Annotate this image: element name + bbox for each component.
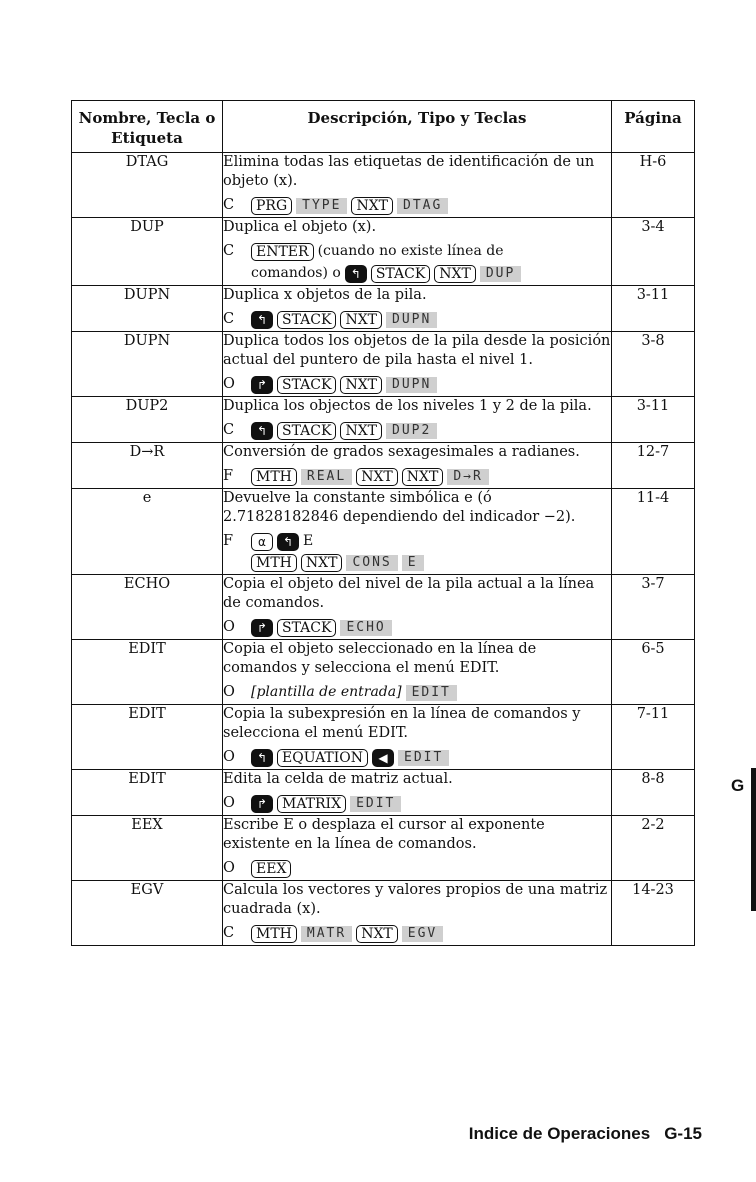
operation-description: Duplica los objectos de los niveles 1 y 2 de la pila.: [223, 398, 592, 414]
footer-title: Indice de Operaciones: [468, 1124, 651, 1143]
calculator-key: ENTER: [251, 243, 314, 261]
operation-type: O: [223, 860, 235, 876]
operation-type: O: [223, 376, 235, 392]
operation-name: DUP2: [72, 397, 223, 443]
operation-description: Devuelve la constante simbólica e (ó 2.71828182846 dependiendo del indicador −2).: [223, 490, 576, 525]
operation-description-cell: [223, 705, 612, 770]
menu-softkey-label: MATR: [301, 926, 352, 942]
table-row: [72, 770, 695, 816]
operation-description-cell: [223, 489, 612, 575]
left-shift-key-icon: ↰: [251, 422, 273, 440]
operation-description-cell: [223, 575, 612, 640]
key-sequence-text: E: [303, 533, 314, 549]
operation-type: O: [223, 684, 235, 700]
operation-type: O: [223, 619, 235, 635]
table-header-row: [72, 101, 695, 153]
right-shift-key-icon: ↱: [251, 376, 273, 394]
calculator-key: EQUATION: [277, 749, 368, 767]
menu-softkey-label: DUP: [480, 266, 521, 282]
page-reference: H-6: [612, 153, 695, 218]
operation-description: Escribe E o desplaza el cursor al exponente existente en la línea de comandos.: [223, 817, 545, 852]
left-shift-key-icon: ↰: [277, 533, 299, 551]
calculator-key: STACK: [277, 619, 336, 637]
key-sequence-note: [plantilla de entrada]: [251, 684, 402, 700]
key-sequence: [223, 196, 611, 215]
operation-name: EDIT: [72, 640, 223, 705]
menu-softkey-label: EDIT: [398, 750, 449, 766]
page-reference: 8-8: [612, 770, 695, 816]
section-tab-bar: [751, 768, 756, 911]
table-row: [72, 153, 695, 218]
header-page: Página: [612, 101, 695, 153]
operation-description: Edita la celda de matriz actual.: [223, 771, 453, 787]
left-shift-key-icon: ↰: [251, 749, 273, 767]
operation-description: Conversión de grados sexagesimales a radianes.: [223, 444, 580, 460]
operation-name: EDIT: [72, 770, 223, 816]
menu-softkey-label: D→R: [447, 469, 488, 485]
key-sequence: [223, 554, 611, 572]
table-row: [72, 640, 695, 705]
calculator-key: NXT: [434, 265, 476, 283]
page-footer: [469, 1124, 702, 1144]
operation-type: O: [223, 795, 235, 811]
key-sequence: [223, 859, 611, 878]
table-body: [72, 153, 695, 946]
table-row: [72, 705, 695, 770]
operation-name: DUPN: [72, 286, 223, 332]
right-shift-key-icon: ↱: [251, 619, 273, 637]
calculator-key: PRG: [251, 197, 292, 215]
calculator-key: NXT: [351, 197, 393, 215]
menu-softkey-label: EDIT: [406, 685, 457, 701]
page-reference: 3-11: [612, 397, 695, 443]
table-row: [72, 489, 695, 575]
table-row: [72, 575, 695, 640]
menu-softkey-label: EDIT: [350, 796, 401, 812]
operation-description: Copia el objeto del nivel de la pila actual a la línea de comandos.: [223, 576, 595, 611]
calculator-key: NXT: [356, 925, 398, 943]
operation-description: Duplica todos los objetos de la pila desde la posición actual del puntero de pila hasta el nivel 1.: [223, 333, 611, 368]
menu-softkey-label: E: [402, 555, 424, 571]
left-arrow-key-icon: ◀: [372, 749, 394, 767]
calculator-key: NXT: [340, 311, 382, 329]
operation-name: e: [72, 489, 223, 575]
operation-description-cell: [223, 397, 612, 443]
key-sequence-text: (cuando no existe línea de: [317, 243, 504, 259]
operation-name: DUP: [72, 218, 223, 286]
calculator-key: NXT: [356, 468, 398, 486]
calculator-key: MATRIX: [277, 795, 346, 813]
table-row: [72, 218, 695, 286]
table-row: [72, 881, 695, 946]
calculator-key: MTH: [251, 468, 297, 486]
operation-type: F: [223, 533, 234, 549]
page-reference: 14-23: [612, 881, 695, 946]
table-row: [72, 332, 695, 397]
menu-softkey-label: CONS: [346, 555, 397, 571]
key-sequence: [223, 924, 611, 943]
page-reference: 3-11: [612, 286, 695, 332]
calculator-key: STACK: [277, 311, 336, 329]
table-row: [72, 286, 695, 332]
operation-description-cell: [223, 770, 612, 816]
calculator-key: NXT: [340, 376, 382, 394]
menu-softkey-label: ECHO: [340, 620, 391, 636]
calculator-key: MTH: [251, 925, 297, 943]
key-sequence: [223, 618, 611, 637]
operation-description: Elimina todas las etiquetas de identificación de un objeto (x).: [223, 154, 595, 189]
alpha-key-icon: α: [251, 533, 273, 551]
operation-name: EGV: [72, 881, 223, 946]
operation-description-cell: [223, 443, 612, 489]
operation-type: C: [223, 197, 235, 213]
calculator-key: NXT: [301, 554, 343, 572]
operation-description-cell: [223, 286, 612, 332]
operation-name: EDIT: [72, 705, 223, 770]
operation-type: C: [223, 243, 235, 259]
key-sequence: [223, 375, 611, 394]
menu-softkey-label: EGV: [402, 926, 443, 942]
page-reference: 7-11: [612, 705, 695, 770]
page-reference: 3-8: [612, 332, 695, 397]
operation-type: F: [223, 468, 234, 484]
menu-softkey-label: DTAG: [397, 198, 448, 214]
calculator-key: NXT: [340, 422, 382, 440]
calculator-key: STACK: [277, 422, 336, 440]
page-reference: 6-5: [612, 640, 695, 705]
operation-type: O: [223, 749, 235, 765]
key-sequence: [223, 310, 611, 329]
key-sequence: [223, 467, 611, 486]
operation-type: C: [223, 311, 235, 327]
menu-softkey-label: DUP2: [386, 423, 437, 439]
section-tab-letter: G: [731, 776, 745, 795]
page-reference: 2-2: [612, 816, 695, 881]
operation-description-cell: [223, 640, 612, 705]
operation-description: Copia la subexpresión en la línea de comandos y selecciona el menú EDIT.: [223, 706, 581, 741]
operation-name: ECHO: [72, 575, 223, 640]
operation-description: Duplica x objetos de la pila.: [223, 287, 427, 303]
calculator-key: MTH: [251, 554, 297, 572]
operation-description: Duplica el objeto (x).: [223, 219, 377, 235]
table-row: [72, 816, 695, 881]
operation-name: DUPN: [72, 332, 223, 397]
key-sequence: [223, 264, 611, 283]
key-sequence: [223, 748, 611, 767]
operation-description: Copia el objeto seleccionado en la línea de comandos y selecciona el menú EDIT.: [223, 641, 537, 676]
operation-type: C: [223, 422, 235, 438]
table-row: [72, 443, 695, 489]
calculator-key: NXT: [402, 468, 444, 486]
page-reference: 11-4: [612, 489, 695, 575]
key-sequence: [223, 683, 611, 702]
operations-table: [71, 100, 695, 946]
operation-name: EEX: [72, 816, 223, 881]
operation-description-cell: [223, 153, 612, 218]
menu-softkey-label: TYPE: [296, 198, 347, 214]
operation-description-cell: [223, 816, 612, 881]
calculator-key: EEX: [251, 860, 291, 878]
right-shift-key-icon: ↱: [251, 795, 273, 813]
key-sequence: [223, 242, 611, 261]
table-row: [72, 397, 695, 443]
operation-type: C: [223, 925, 235, 941]
operation-name: D→R: [72, 443, 223, 489]
calculator-key: STACK: [371, 265, 430, 283]
menu-softkey-label: REAL: [301, 469, 352, 485]
menu-softkey-label: DUPN: [386, 312, 437, 328]
operation-description-cell: [223, 332, 612, 397]
operation-description-cell: [223, 881, 612, 946]
operation-name: DTAG: [72, 153, 223, 218]
menu-softkey-label: DUPN: [386, 377, 437, 393]
left-shift-key-icon: ↰: [345, 265, 367, 283]
key-sequence: [223, 421, 611, 440]
operation-description: Calcula los vectores y valores propios de una matriz cuadrada (x).: [223, 882, 608, 917]
key-sequence: [223, 794, 611, 813]
page-reference: 12-7: [612, 443, 695, 489]
page-reference: 3-4: [612, 218, 695, 286]
left-shift-key-icon: ↰: [251, 311, 273, 329]
header-description: Descripción, Tipo y Teclas: [223, 101, 612, 153]
operation-description-cell: [223, 218, 612, 286]
calculator-key: STACK: [277, 376, 336, 394]
footer-page-number: G-15: [664, 1124, 702, 1143]
key-sequence: [223, 532, 611, 551]
page-reference: 3-7: [612, 575, 695, 640]
key-sequence-text: comandos) o: [251, 265, 341, 281]
header-name: Nombre, Tecla o Etiqueta: [72, 101, 223, 153]
